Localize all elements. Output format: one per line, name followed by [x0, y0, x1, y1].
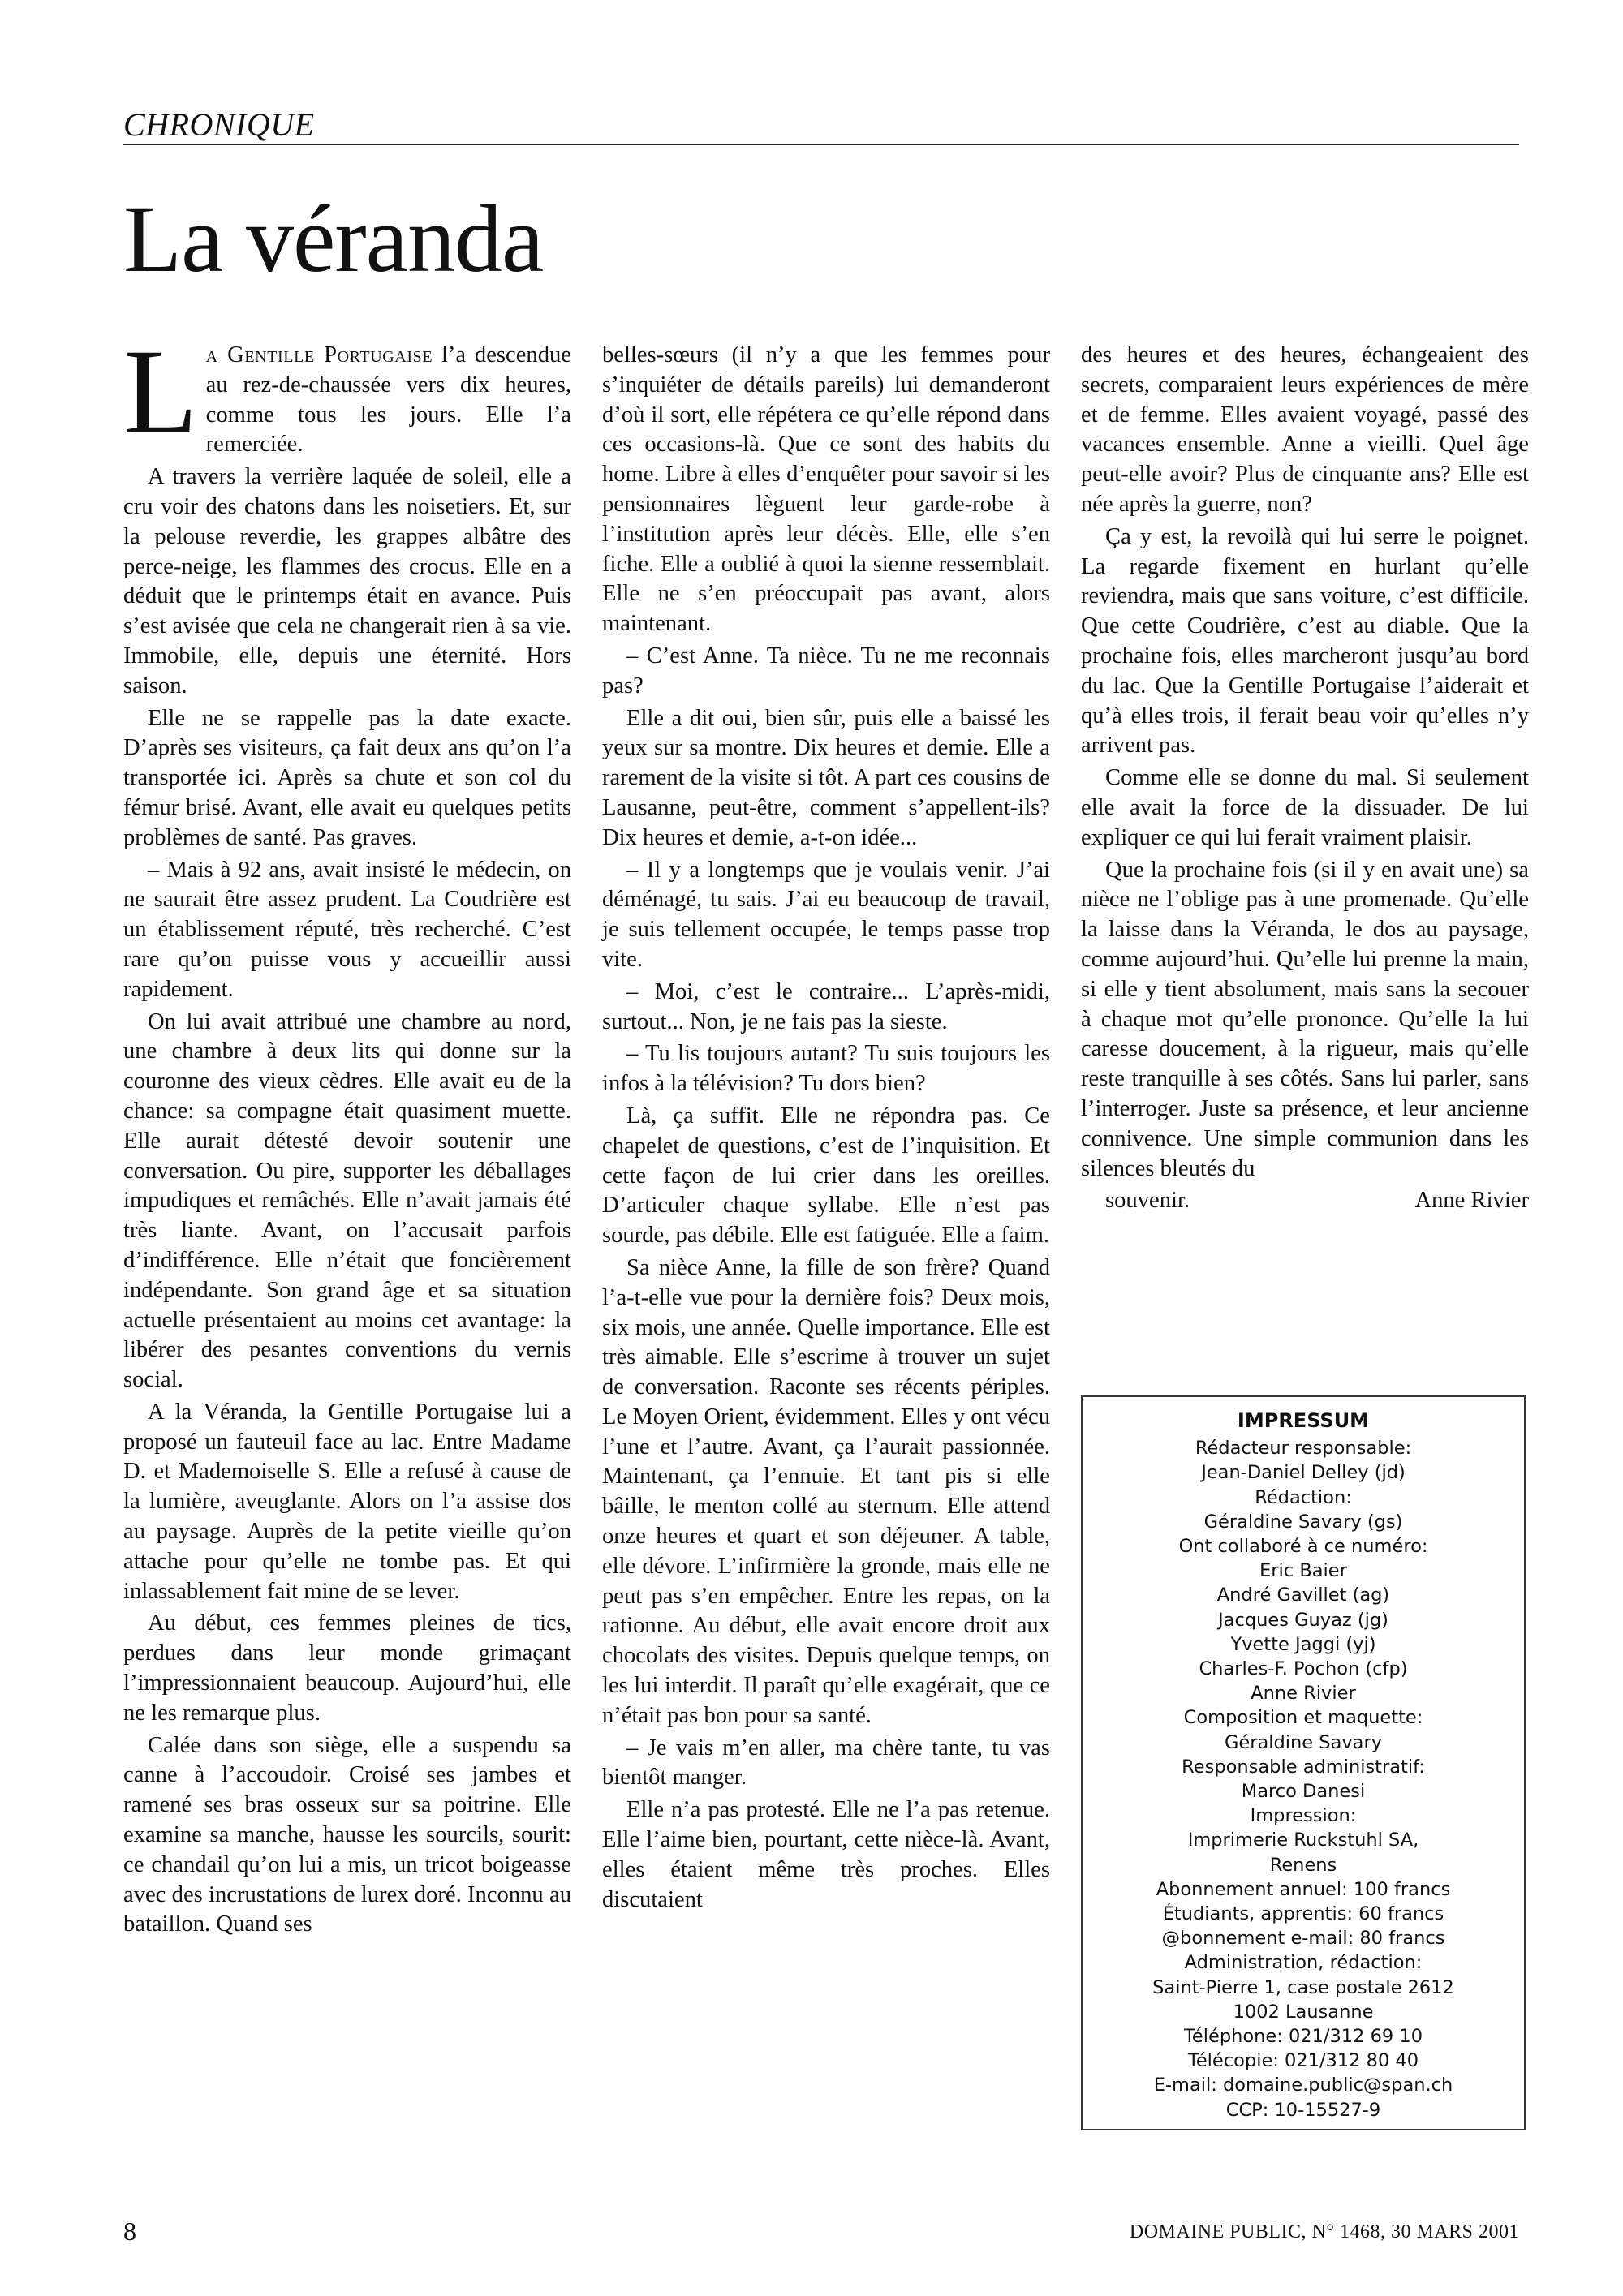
header-rule	[123, 144, 1519, 145]
impressum-line: CCP: 10-15527-9	[1225, 2099, 1381, 2121]
paragraph: A la Véranda, la Gentille Portugaise lui a proposé un fauteuil face au lac. Entre Madame D. et Mademoiselle S. Elle a refusé à cause de la lumière, aveuglante. Alors on l’a assise dos au paysage. Auprès de la petite vieille qu’on attache pour qu’elle ne tombe pas. Et qui inlassablement fait mine de se lever.	[123, 1399, 571, 1604]
section-rubric: CHRONIQUE	[123, 106, 315, 143]
impressum-line: Saint-Pierre 1, case postale 2612	[1152, 1976, 1454, 1998]
lead-text: l’a descendue au rez-de-chaussée vers dix heures, comme tous les jours. Elle l’a remerciée.	[205, 342, 571, 458]
column-3-continuation: des heures et des heures, échangeaient des secrets, comparaient leurs expériences de mère et de femme. Elles avaient voyagé, passé des vacances ensemble. Anne a vieilli. Quel âge peut-elle avoir? Plus de cinquante ans? Elle est née après la guerre, non?	[1081, 342, 1529, 517]
paragraph: – Mais à 92 ans, avait insisté le médecin, on ne saurait être assez prudent. La Coudrière est un établissement réputé, très recherché. C’est rare qu’on puisse vous y accueillir aussi rapidement.	[123, 857, 571, 1002]
paragraph: – C’est Anne. Ta nièce. Tu ne me reconnais pas?	[602, 643, 1050, 699]
impressum-line: E-mail: domaine.public@span.ch	[1153, 2075, 1453, 2096]
article-column-3	[1081, 341, 1529, 1219]
impressum-line: Géraldine Savary (gs)	[1203, 1511, 1403, 1533]
paragraph: – Il y a longtemps que je voulais venir. J’ai déménagé, tu sais. J’ai eu beaucoup de travail, je suis tellement occupée, le temps passe trop vite.	[602, 857, 1050, 972]
column-2-body	[602, 642, 1050, 1915]
paragraph: – Je vais m’en aller, ma chère tante, tu vas bientôt manger.	[602, 1735, 1050, 1791]
impressum-line: Abonnement annuel: 100 francs	[1156, 1878, 1451, 1900]
impressum-line: Responsable administratif:	[1182, 1756, 1425, 1778]
lead-paragraph	[123, 325, 571, 460]
paragraph: Elle a dit oui, bien sûr, puis elle a baissé les yeux sur sa montre. Dix heures et demie. Elle a rarement de la visite si tôt. A part ces cousins de Lausanne, peut-être, comment s’appellent-ils? Dix heures et demie, a-t-on idée...	[602, 705, 1050, 850]
impressum-line: Étudiants, apprentis: 60 francs	[1162, 1903, 1444, 1925]
impressum-line: Rédaction:	[1255, 1486, 1352, 1508]
article-column-2	[602, 341, 1050, 1917]
impressum-heading: IMPRESSUM	[1237, 1409, 1370, 1432]
impressum-line: Charles-F. Pochon (cfp)	[1199, 1658, 1408, 1680]
last-word: souvenir.	[1105, 1188, 1190, 1214]
impressum-box	[1081, 1395, 1526, 2130]
paragraph: – Tu lis toujours autant? Tu suis toujours les infos à la télévision? Tu dors bien?	[602, 1041, 1050, 1097]
paragraph: Elle ne se rappelle pas la date exacte. D’après ses visiteurs, ça fait deux ans qu’on l’a transportée ici. Après sa chute et son col du fémur brisé. Avant, elle avait eu quelques petits problèmes de santé. Pas graves.	[123, 705, 571, 850]
impressum-line: Téléphone: 021/312 69 10	[1183, 2026, 1423, 2048]
paragraph: Au début, ces femmes pleines de tics, perdues dans leur monde grimaçant l’impressionnaient beaucoup. Aujourd’hui, elle ne les remarque plus.	[123, 1610, 571, 1726]
column-3-body	[1081, 522, 1529, 1185]
paragraph: Là, ça suffit. Elle ne répondra pas. Ce chapelet de questions, c’est de l’inquisition. Et cette façon de lui crier dans les oreilles. D’articuler chaque syllabe. Elle n’est pas sourde, pas débile. Elle est fatiguée. Elle a faim.	[602, 1103, 1050, 1249]
impressum-line: Administration, rédaction:	[1184, 1952, 1423, 1974]
paragraph: – Moi, c’est le contraire... L’après-midi, surtout... Non, je ne fais pas la sieste.	[602, 978, 1050, 1034]
impressum-line: Jacques Guyaz (jg)	[1218, 1609, 1388, 1631]
paragraph: On lui avait attribué une chambre au nord, une chambre à deux lits qui donne sur la couronne des vieux cèdres. Elle avait eu de la chance: sa compagne était quasiment muette. Elle aurait détesté devoir soutenir une conversation. Ou pire, supporter les déballages impudiques et remâchés. Elle n’avait jamais été très liante. Avant, on l’accusait parfois d’indifférence. Elle n’était que foncièrement indépendante. Son grand âge et sa situation actuelle présentaient au moins cet avantage: la libérer des pesantes conventions du vernis social.	[123, 1008, 571, 1393]
author-signature: Anne Rivier	[1414, 1188, 1529, 1214]
paragraph: Que la prochaine fois (si il y en avait une) sa nièce ne l’oblige pas à une promenade. Qu’elle la laisse dans la Véranda, le dos au paysage, comme aujourd’hui. Qu’elle lui prenne la main, si elle y tient absolument, mais sans la secouer à chaque mot qu’elle prononce. Qu’elle la lui caresse doucement, à la rigueur, mais qu’elle reste tranquille à ses côtés. Sans lui parler, sans l’interroger. Juste sa présence, et leur ancienne connivence. Une simple communion dans les silences bleutés du	[1081, 857, 1529, 1181]
impressum-line: @bonnement e-mail: 80 francs	[1161, 1928, 1445, 1950]
issue-info: DOMAINE PUBLIC, N° 1468, 30 MARS 2001	[1129, 2221, 1519, 2242]
article-title: La véranda	[123, 186, 544, 292]
page	[123, 97, 1529, 2255]
impressum-line: Marco Danesi	[1241, 1781, 1366, 1803]
article-column-1	[123, 325, 571, 1942]
impressum-line: André Gavillet (ag)	[1216, 1584, 1390, 1606]
impressum-line: Yvette Jaggi (yj)	[1230, 1633, 1376, 1655]
column-1-body	[123, 462, 571, 1940]
paragraph: Comme elle se donne du mal. Si seulement elle avait la force de la dissuader. De lui expliquer ce qui lui ferait vraiment plaisir.	[1081, 765, 1529, 850]
lead-smallcaps: a Gentille Portugaise	[205, 342, 433, 368]
paragraph: A travers la verrière laquée de soleil, elle a cru voir des chatons dans les noisetiers. Et, sur la pelouse reverdie, les grappes albâtre des perce-neige, les flammes des crocus. Elle en a déduit que le printemps était en avance. Puis s’est avisée que cela ne changerait rien à sa vie. Immobile, elle, depuis une éternité. Hors saison.	[123, 464, 571, 699]
impressum-line: Anne Rivier	[1251, 1683, 1356, 1705]
column-2-continuation: belles-sœurs (il n’y a que les femmes pour s’inquiéter de détails pareils) lui demanderont d’où il sort, elle répétera ce qu’elle répond dans ces occasions-là. Que ce sont des habits du home. Libre à elles d’enquêter pour savoir si les pensionnaires lèguent leur garde-robe à l’institution après leur décès. Elle, elle s’en fiche. Elle a oublié à quoi la sienne ressemblait. Elle ne s’en préoccupait pas avant, alors maintenant.	[602, 342, 1050, 637]
impressum-line: Composition et maquette:	[1183, 1707, 1423, 1729]
impressum-line: Impression:	[1250, 1805, 1357, 1827]
impressum-line: 1002 Lausanne	[1233, 2001, 1374, 2023]
impressum-line: Géraldine Savary	[1224, 1731, 1383, 1753]
paragraph: Ça y est, la revoilà qui lui serre le poignet. La regarde fixement en hurlant qu’elle reviendra, mais que sans voiture, c’est difficile. Que cette Coudrière, c’est au diable. Que la prochaine fois, elles marcheront jusqu’au bord du lac. Que la Gentille Portugaise l’aiderait et qu’à elles trois, il ferait beau voir qu’elles n’y arrivent pas.	[1081, 523, 1529, 759]
impressum-line: Eric Baier	[1259, 1560, 1347, 1582]
impressum-line: Télécopie: 021/312 80 40	[1187, 2050, 1419, 2072]
impressum-line: Imprimerie Ruckstuhl SA,	[1187, 1829, 1419, 1851]
paragraph: Calée dans son siège, elle a suspendu sa canne à l’accoudoir. Croisé ses jambes et ramené ses bras osseux sur sa poitrine. Elle examine sa manche, hausse les sourcils, sourit: ce chandail qu’on lui a mis, un tricot boigeasse avec des incrustations de lurex doré. Inconnu au bataillon. Quand ses	[123, 1732, 571, 1937]
paragraph: Elle n’a pas protesté. Elle ne l’a pas retenue. Elle l’aime bien, pourtant, cette nièce-là. Avant, elles étaient même très proches. Elles discutaient	[602, 1797, 1050, 1912]
impressum-line: Ont collaboré à ce numéro:	[1178, 1536, 1428, 1558]
page-number: 8	[123, 2216, 136, 2246]
impressum-lines	[1083, 1436, 1524, 2122]
drop-cap: L	[123, 325, 198, 459]
impressum-line: Jean-Daniel Delley (jd)	[1201, 1462, 1406, 1484]
paragraph: Sa nièce Anne, la fille de son frère? Quand l’a-t-elle vue pour la dernière fois? Deux mois, six mois, une année. Quelle importance. Elle est très aimable. Elle s’escrime à trouver un sujet de conversation. Raconte ses récents périples. Le Moyen Orient, évidemment. Elles y ont vécu l’une et l’autre. Avant, ça l’aurait passionnée. Maintenant, ça l’ennuie. Et tant pis si elle bâille, le menton collé au sternum. Elle attend onze heures et quart et son déjeuner. A table, elle dévore. L’infirmière la gronde, mais elle ne peut pas s’en empêcher. Entre les repas, on la rationne. Au début, elle avait encore droit aux chocolats des visites. Depuis quelque temps, on les lui interdit. Il paraît qu’elle exagérait, que ce n’était pas bon pour sa santé.	[602, 1254, 1050, 1728]
impressum-line: Renens	[1269, 1854, 1337, 1876]
impressum-line: Rédacteur responsable:	[1195, 1438, 1412, 1460]
closing-line	[1081, 1186, 1529, 1216]
